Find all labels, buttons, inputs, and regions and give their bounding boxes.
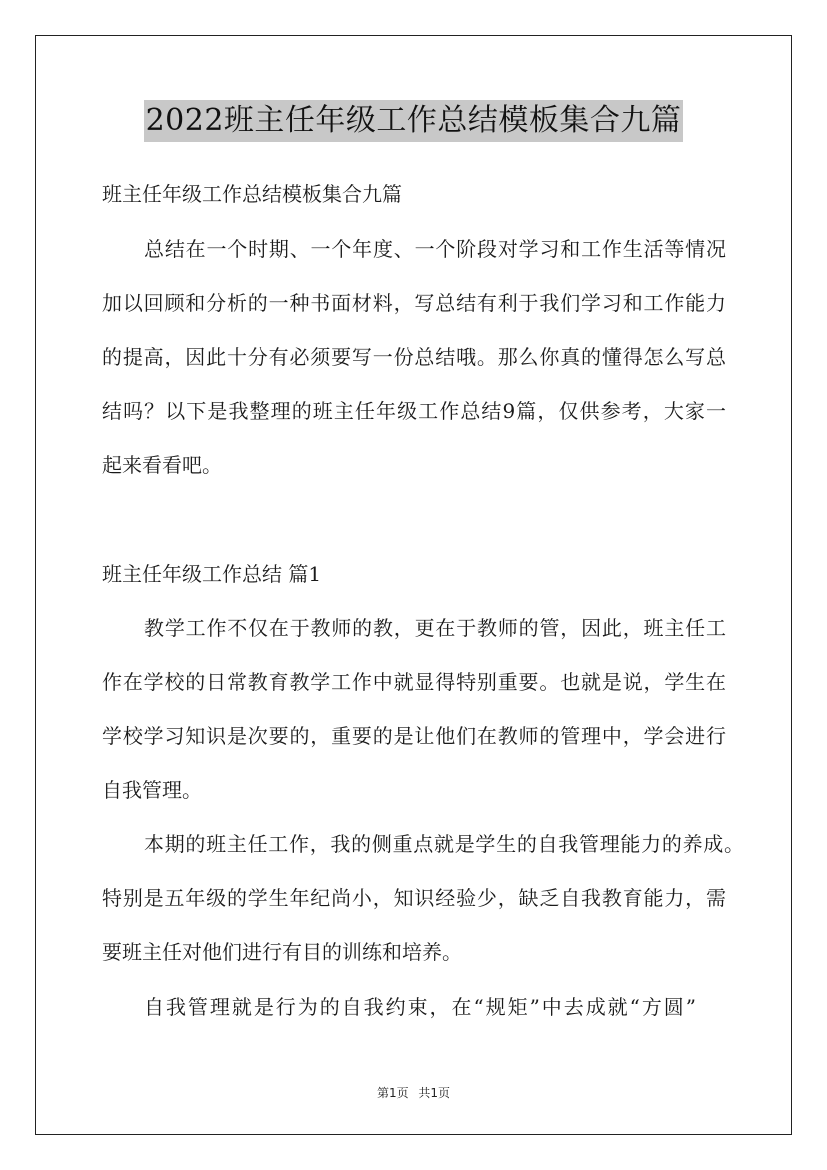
section-heading: 班主任年级工作总结 篇1	[102, 562, 322, 586]
body-line: 自我管理就是行为的自我约束，在“规矩”中去成就“方圆”	[144, 995, 696, 1019]
body-line: 要班主任对他们进行有目的训练和培养。	[102, 940, 462, 964]
body-line: 起来看看吧。	[102, 453, 222, 477]
page-footer	[0, 1084, 827, 1101]
body-line: 总结在一个时期、一个年度、一个阶段对学习和工作生活等情况	[144, 237, 726, 261]
page-total: 共1页	[418, 1086, 451, 1100]
body-line: 的提高，因此十分有必须要写一份总结哦。那么你真的懂得怎么写总	[102, 345, 726, 369]
body-line: 学校学习知识是次要的，重要的是让他们在教师的管理中，学会进行	[102, 724, 726, 748]
body-line: 本期的班主任工作，我的侧重点就是学生的自我管理能力的养成。	[144, 832, 744, 856]
subtitle-line: 班主任年级工作总结模板集合九篇	[102, 182, 402, 206]
body-line: 自我管理。	[102, 778, 202, 802]
body-line: 特别是五年级的学生年纪尚小，知识经验少，缺乏自我教育能力，需	[102, 886, 726, 910]
document-title-text: 2022班主任年级工作总结模板集合九篇	[144, 100, 684, 142]
body-line: 作在学校的日常教育教学工作中就显得特别重要。也就是说，学生在	[102, 670, 726, 694]
page-number: 第1页	[376, 1086, 409, 1100]
body-line: 教学工作不仅在于教师的教，更在于教师的管，因此，班主任工	[144, 616, 726, 640]
body-line: 加以回顾和分析的一种书面材料，写总结有利于我们学习和工作能力	[102, 291, 726, 315]
body-line: 结吗？以下是我整理的班主任年级工作总结9篇，仅供参考，大家一	[102, 399, 726, 423]
document-title	[0, 100, 827, 142]
